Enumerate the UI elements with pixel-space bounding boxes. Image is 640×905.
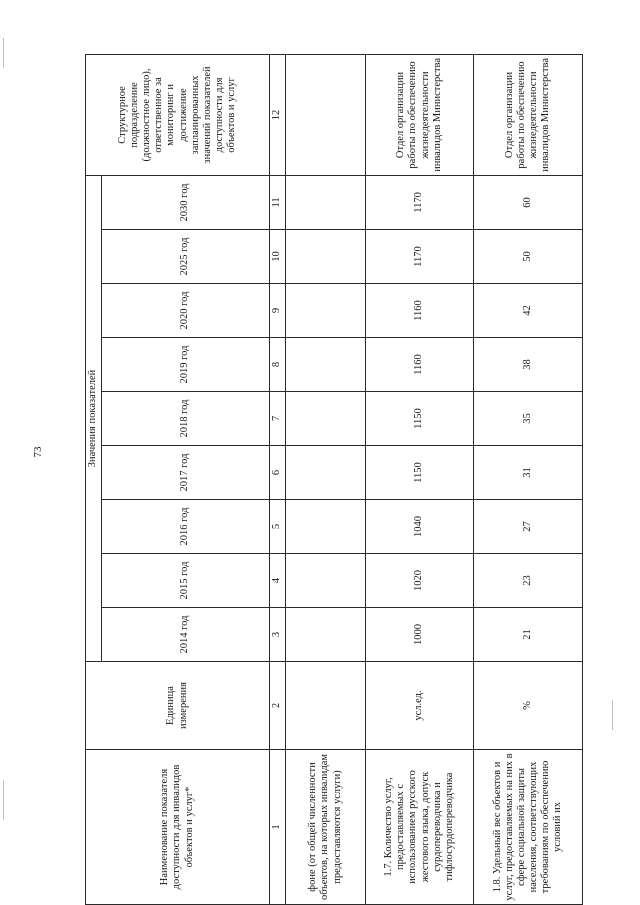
value-cell: [286, 554, 366, 608]
column-number: 4: [270, 554, 286, 608]
page-number: 73: [32, 446, 44, 458]
unit-cell: [286, 662, 366, 750]
scan-mark: [3, 780, 4, 820]
header-indicator-name: Наименование показателя доступности для инвалидов объектов и услуг*: [86, 750, 270, 905]
column-number: 6: [270, 446, 286, 500]
value-cell: 1000: [366, 608, 474, 662]
header-year: 2014 год: [102, 608, 270, 662]
value-cell: 1160: [366, 284, 474, 338]
column-number: 3: [270, 608, 286, 662]
value-cell: 27: [474, 500, 583, 554]
value-cell: 1170: [366, 230, 474, 284]
table-row: [474, 54, 583, 904]
unit-cell: усл.ед.: [366, 662, 474, 750]
scan-mark: [612, 700, 613, 730]
value-cell: 38: [474, 338, 583, 392]
header-year: 2030 год: [102, 175, 270, 229]
header-year: 2020 год: [102, 284, 270, 338]
column-number: 8: [270, 338, 286, 392]
header-year: 2018 год: [102, 392, 270, 446]
indicator-name: фоне (от общей численности объектов, на которых инвалидам предоставляются услуги): [286, 750, 366, 905]
value-cell: [286, 608, 366, 662]
value-cell: 35: [474, 392, 583, 446]
value-cell: [286, 338, 366, 392]
header-responsible: Структурное подразделение (должностное лицо), ответственное за мониторинг и достижение запланированных значений показателей доступности для объектов и услуг: [86, 54, 270, 175]
value-cell: 1150: [366, 392, 474, 446]
column-number: 5: [270, 500, 286, 554]
column-number: 11: [270, 175, 286, 229]
value-cell: [286, 284, 366, 338]
value-cell: 23: [474, 554, 583, 608]
header-year: 2015 год: [102, 554, 270, 608]
column-number: 12: [270, 54, 286, 175]
column-number: 9: [270, 284, 286, 338]
unit-cell: %: [474, 662, 583, 750]
value-cell: [286, 446, 366, 500]
value-cell: 1020: [366, 554, 474, 608]
column-number: 7: [270, 392, 286, 446]
header-unit: Единица измерения: [86, 662, 270, 750]
value-cell: [286, 500, 366, 554]
responsible-cell: Отдел организации работы по обеспечению жизнедеятельности инвалидов Министерства: [474, 54, 583, 175]
value-cell: [286, 230, 366, 284]
value-cell: [286, 392, 366, 446]
table-row: [366, 54, 474, 904]
column-number: 10: [270, 230, 286, 284]
table-row: [286, 54, 366, 904]
responsible-cell: Отдел организации работы по обеспечению жизнедеятельности инвалидов Министерства: [366, 54, 474, 175]
indicator-name: 1.7. Количество услуг, предоставляемых с использованием русского жестового языка, допуск сурдопереводчика и тифлосурдопереводчика: [366, 750, 474, 905]
value-cell: 1160: [366, 338, 474, 392]
value-cell: 1150: [366, 446, 474, 500]
column-number: 2: [270, 662, 286, 750]
value-cell: 21: [474, 608, 583, 662]
indicators-table: [85, 54, 583, 905]
column-number: 1: [270, 750, 286, 905]
value-cell: [286, 175, 366, 229]
rotated-page: [85, 55, 582, 905]
header-values-group: Значения показателей: [86, 175, 102, 661]
value-cell: 60: [474, 175, 583, 229]
header-year: 2016 год: [102, 500, 270, 554]
value-cell: 1040: [366, 500, 474, 554]
responsible-cell: [286, 54, 366, 175]
indicator-name: 1.8. Удельный вес объектов и услуг, предоставляемых на них в сфере социальной защиты населения, соответствующих требованиям по обеспечению условий их: [474, 750, 583, 905]
value-cell: 42: [474, 284, 583, 338]
value-cell: 50: [474, 230, 583, 284]
header-year: 2019 год: [102, 338, 270, 392]
header-year: 2025 год: [102, 230, 270, 284]
header-year: 2017 год: [102, 446, 270, 500]
value-cell: 1170: [366, 175, 474, 229]
value-cell: 31: [474, 446, 583, 500]
scan-mark: [3, 38, 4, 68]
